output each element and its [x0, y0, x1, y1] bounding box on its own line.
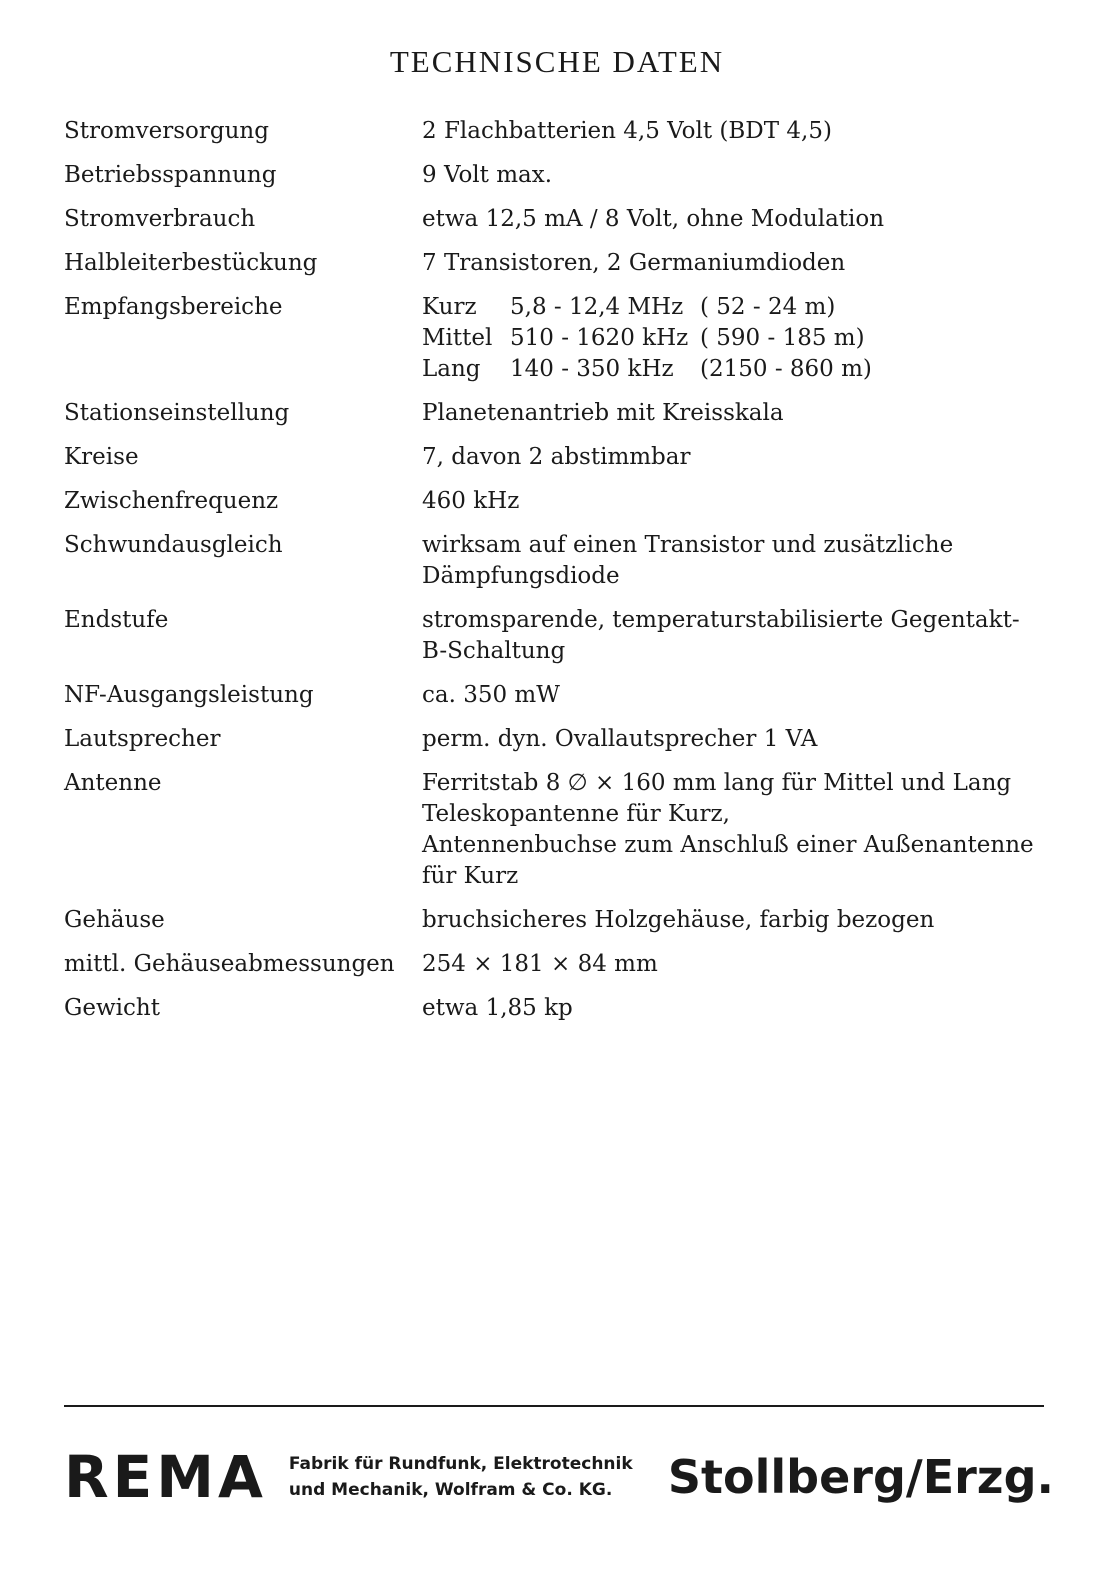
company-name [289, 1451, 633, 1503]
spec-row [64, 605, 1054, 667]
spec-value: 2 Flachbatterien 4,5 Volt (BDT 4,5) [422, 118, 832, 144]
spec-label: Schwundausgleich [64, 532, 283, 558]
range-band: Lang [422, 356, 481, 382]
spec-value: bruchsicheres Holzgehäuse, farbig bezogen [422, 907, 935, 933]
spec-row [64, 442, 1054, 473]
range-kurz [422, 292, 1052, 323]
spec-row [64, 160, 1054, 191]
footer [64, 1432, 1054, 1522]
spec-row [64, 486, 1054, 517]
spec-label: Stationseinstellung [64, 400, 290, 426]
spec-row [64, 530, 1054, 592]
spec-label: Lautsprecher [64, 726, 221, 752]
spec-row [64, 204, 1054, 235]
spec-value: 254 × 181 × 84 mm [422, 951, 658, 977]
spec-value: stromsparende, temperaturstabilisierte Gegentakt- [422, 607, 1020, 633]
spec-value-line: Teleskopantenne für Kurz, [422, 801, 730, 827]
spec-value: Planetenantrieb mit Kreisskala [422, 400, 784, 426]
spec-value: 9 Volt max. [422, 162, 553, 188]
footer-divider [64, 1405, 1044, 1407]
spec-label: Gewicht [64, 995, 160, 1021]
spec-value-line: Antennenbuchse zum Anschluß einer Außenantenne [422, 832, 1034, 858]
spec-row [64, 724, 1054, 755]
spec-row [64, 248, 1054, 279]
range-frequency: 510 - 1620 kHz [510, 325, 689, 351]
spec-label: Betriebsspannung [64, 162, 277, 188]
spec-label: Antenne [64, 770, 162, 796]
spec-value: 7, davon 2 abstimmbar [422, 444, 691, 470]
range-band: Mittel [422, 325, 493, 351]
range-mittel [422, 323, 1052, 354]
company-line: und Mechanik, Wolfram & Co. KG. [288, 1480, 613, 1500]
range-wavelength: ( 590 - 185 m) [700, 325, 865, 351]
spec-row [64, 949, 1054, 980]
spec-row [64, 292, 1054, 385]
spec-label: Zwischenfrequenz [64, 488, 279, 514]
range-wavelength: ( 52 - 24 m) [700, 294, 836, 320]
spec-value: 7 Transistoren, 2 Germaniumdioden [422, 250, 846, 276]
spec-label: mittl. Gehäuseabmessungen [64, 951, 395, 977]
spec-table [64, 116, 1054, 1037]
range-lang [422, 354, 1052, 385]
spec-value: ca. 350 mW [422, 682, 560, 708]
range-frequency: 140 - 350 kHz [510, 356, 674, 382]
spec-label: Stromverbrauch [64, 206, 256, 232]
spec-row [64, 116, 1054, 147]
spec-value: etwa 1,85 kp [422, 995, 573, 1021]
range-band: Kurz [422, 294, 477, 320]
spec-value-line: für Kurz [422, 863, 519, 889]
spec-label: Kreise [64, 444, 139, 470]
spec-value: perm. dyn. Ovallautsprecher 1 VA [422, 726, 818, 752]
spec-value: 460 kHz [422, 488, 520, 514]
spec-label: Gehäuse [64, 907, 165, 933]
range-frequency: 5,8 - 12,4 MHz [510, 294, 684, 320]
spec-label: NF-Ausgangsleistung [64, 682, 314, 708]
range-wavelength: (2150 - 860 m) [700, 356, 872, 382]
spec-row [64, 680, 1054, 711]
company-line: Fabrik für Rundfunk, Elektrotechnik [288, 1454, 633, 1474]
spec-label: Halbleiterbestückung [64, 250, 318, 276]
brand-logo: REMA [64, 1443, 267, 1511]
spec-row [64, 993, 1054, 1024]
spec-value-continued: B-Schaltung [422, 638, 566, 664]
spec-row [64, 768, 1054, 892]
spec-label: Endstufe [64, 607, 169, 633]
spec-row [64, 905, 1054, 936]
spec-value-continued: Dämpfungsdiode [422, 563, 620, 589]
spec-value-line: Ferritstab 8 ∅ × 160 mm lang für Mittel und Lang [422, 770, 1012, 796]
page-title: TECHNISCHE DATEN [389, 44, 725, 79]
company-city: Stollberg/Erzg. [667, 1450, 1054, 1504]
spec-label: Empfangsbereiche [64, 294, 283, 320]
spec-value: etwa 12,5 mA / 8 Volt, ohne Modulation [422, 206, 885, 232]
spec-value: wirksam auf einen Transistor und zusätzliche [422, 532, 954, 558]
spec-label: Stromversorgung [64, 118, 269, 144]
spec-row [64, 398, 1054, 429]
